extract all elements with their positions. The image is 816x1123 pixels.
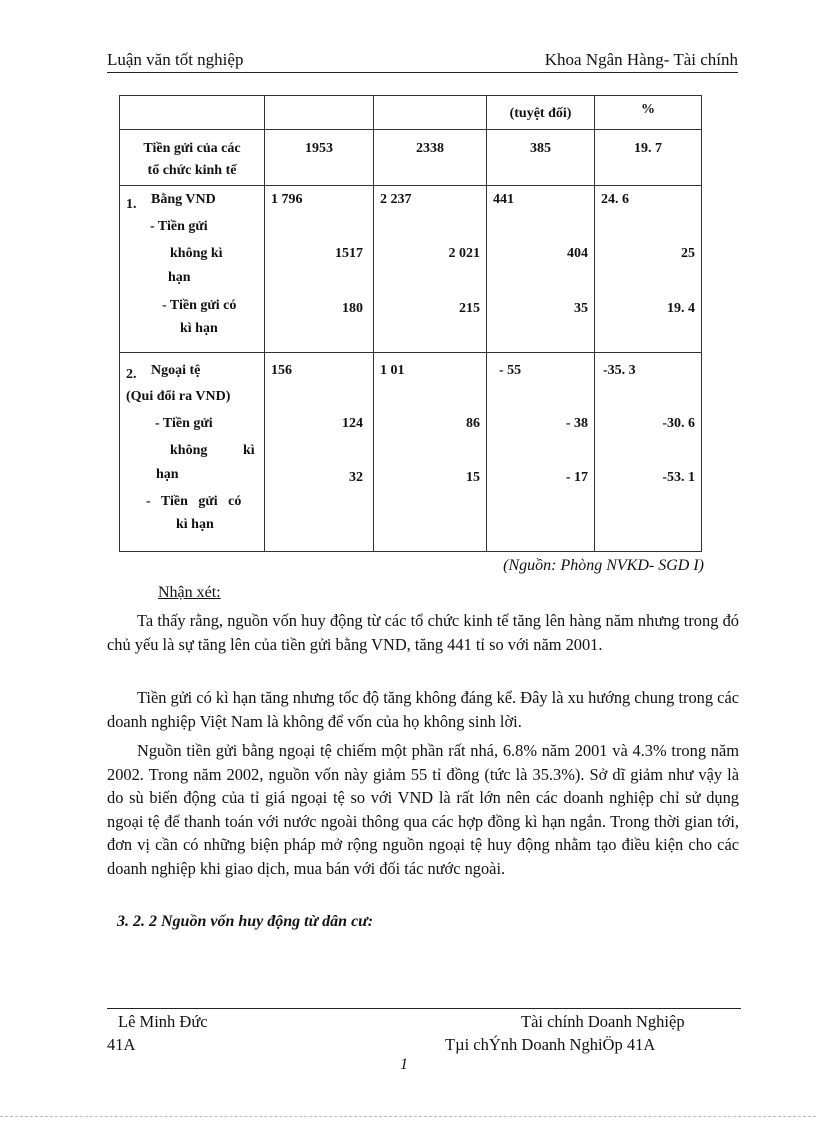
fx-2001: 156 xyxy=(271,363,292,378)
page-number: 1 xyxy=(400,1056,408,1073)
header-percent: % xyxy=(641,102,655,117)
vnd-demand-2002: 2 021 xyxy=(448,246,480,261)
fx-number: 2. xyxy=(126,367,137,382)
fx-demand-label-3: hạn xyxy=(156,467,179,482)
fx-demand-percent: -30. 6 xyxy=(662,416,695,431)
table-source: (Nguồn: Phòng NVKD- SGD I) xyxy=(503,557,704,574)
header-right: Khoa Ngân Hàng- Tài chính xyxy=(544,50,738,69)
fx-demand-label-2: không xyxy=(170,443,208,458)
fx-percent: -35. 3 xyxy=(603,363,636,378)
vnd-term-percent: 19. 4 xyxy=(667,301,695,316)
fx-term-label-2: kì hạn xyxy=(176,517,214,532)
fx-term-2001: 32 xyxy=(349,470,363,485)
fx-demand-2001: 124 xyxy=(342,416,363,431)
header-absolute: (tuyệt đối) xyxy=(509,106,572,121)
fx-2002: 1 01 xyxy=(380,363,405,378)
fx-term-label-1: - Tiền gửi có xyxy=(146,494,242,509)
fx-demand-label-1: - Tiền gửi xyxy=(155,416,213,431)
footer-author: Lê Minh Đức xyxy=(118,1012,208,1031)
vnd-demand-2001: 1517 xyxy=(335,246,363,261)
vnd-demand-absolute: 404 xyxy=(567,246,588,261)
vnd-term-2001: 180 xyxy=(342,301,363,316)
page-edge xyxy=(0,1116,816,1117)
vnd-percent: 24. 6 xyxy=(601,192,629,207)
vnd-demand-label-2: không kì xyxy=(170,246,223,261)
vnd-demand-label-3: hạn xyxy=(168,270,191,285)
fx-demand-2002: 86 xyxy=(466,416,480,431)
footer-dept-garbled: Tµi chÝnh Doanh NghiÖp 41A xyxy=(445,1035,656,1054)
vnd-term-label-2: kì hạn xyxy=(180,321,218,336)
deposit-table xyxy=(119,95,702,552)
org-absolute: 385 xyxy=(530,141,551,156)
header-rule xyxy=(107,72,738,73)
org-2002: 2338 xyxy=(416,141,444,156)
footer-rule xyxy=(107,1008,741,1009)
org-percent: 19. 7 xyxy=(634,141,662,156)
paragraph-3: Nguồn tiền gửi bằng ngoại tệ chiếm một phần rất nhá, 6.8% năm 2001 và 4.3% trong năm 2002. Trong năm 2002, nguồn vốn này giảm 55 tỉ đồng (tức là 35.3%). Sở dĩ giảm như vậy là do sù biến động của tỉ giá ngoại tệ so với VND là rất lớn nên các doanh nghiệp chỉ sử dụng ngoại tệ để thanh toán với nước ngoài thông qua các hợp đồng kì hạn ngắn. Trong thời gian tới, đơn vị cần có những biện pháp mở rộng nguồn ngoại tệ huy động nhằm tạo điều kiện cho các doanh nghiệp khi giao dịch, mua bán với đối tác nước ngoài. xyxy=(107,741,739,878)
fx-label-2: (Qui đổi ra VND) xyxy=(126,389,231,404)
vnd-term-absolute: 35 xyxy=(574,301,588,316)
remark-title: Nhận xét: xyxy=(158,584,221,601)
fx-label: Ngoại tệ xyxy=(151,363,201,378)
paragraph-1: Ta thấy rằng, nguồn vốn huy động từ các tổ chức kinh tế tăng lên hàng năm nhưng trong đó chủ yếu là sự tăng lên của tiền gửi bằng VND, tăng 441 tỉ so với năm 2001. xyxy=(107,611,739,654)
org-label-2: tổ chức kinh tế xyxy=(147,163,237,178)
fx-demand-absolute: - 38 xyxy=(565,416,588,431)
fx-absolute: - 55 xyxy=(499,363,522,378)
vnd-demand-label-1: - Tiền gửi xyxy=(150,219,208,234)
org-2001: 1953 xyxy=(305,141,333,156)
table-header-row xyxy=(120,96,702,130)
fx-term-2002: 15 xyxy=(466,470,480,485)
vnd-term-label-1: - Tiền gửi có xyxy=(162,298,237,313)
footer-class: 41A xyxy=(107,1035,136,1054)
footer-dept: Tài chính Doanh Nghiệp xyxy=(521,1012,685,1031)
vnd-2002: 2 237 xyxy=(380,192,412,207)
fx-demand-label-2b: kì xyxy=(243,443,255,458)
section-heading: 3. 2. 2 Nguồn vốn huy động từ dân cư: xyxy=(117,913,374,930)
header-left: Luận văn tốt nghiệp xyxy=(107,50,244,69)
vnd-absolute: 441 xyxy=(493,192,514,207)
vnd-number: 1. xyxy=(126,197,137,212)
vnd-term-2002: 215 xyxy=(459,301,480,316)
vnd-2001: 1 796 xyxy=(271,192,303,207)
table-row xyxy=(120,353,702,552)
org-label-1: Tiền gửi của các xyxy=(143,141,241,156)
paragraph-2: Tiền gửi có kì hạn tăng nhưng tốc độ tăng không đáng kể. Đây là xu hướng chung trong các doanh nghiệp Việt Nam là không để vốn của họ không sinh lời. xyxy=(107,688,739,731)
table-row xyxy=(120,186,702,353)
vnd-label: Bằng VND xyxy=(151,192,216,207)
vnd-demand-percent: 25 xyxy=(681,246,695,261)
fx-term-absolute: - 17 xyxy=(565,470,588,485)
table-row xyxy=(120,130,702,186)
fx-term-percent: -53. 1 xyxy=(662,470,695,485)
